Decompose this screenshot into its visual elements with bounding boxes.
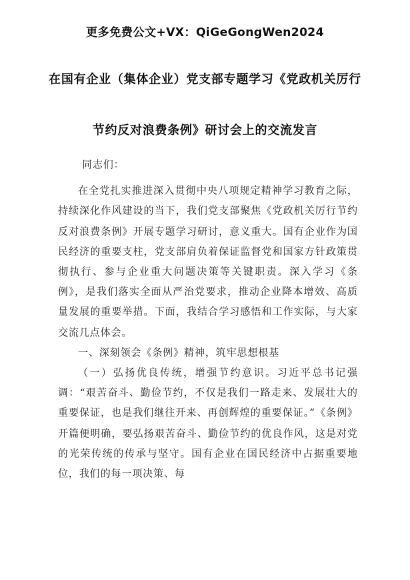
section-heading: 一、深刻领会《条例》精神，筑牢思想根基	[78, 347, 280, 359]
promo-banner: 更多免费公文+VX：QiGeGongWen2024	[86, 25, 324, 39]
document-title-line-1: 在国有企业（集体企业）党支部专题学习《党政机关厉行	[48, 72, 362, 86]
salutation: 同志们：	[82, 160, 125, 171]
intro-paragraph: 在全党扎实推进深入贯彻中央八项规定精神学习教育之际，持续深化作风建设的当下，我们党支部聚焦《党政机关厉行节约反对浪费条例》开展专题学习研讨，意义重大。国有企业作为国民经济的重要支柱，党支部肩负着保证监督党和国家方针政策贯彻执行、参与企业重大问题决策等关键职责。深入学习《条例》，是我们落实全面从严治党要求，推动企业降本增效、高质量发展的重要举措。下面，我结合学习感悟和工作实际，与大家交流几点体会。	[58, 186, 358, 339]
document-body	[58, 156, 358, 485]
document-title-line-2: 节约反对浪费条例》研讨会上的交流发言	[92, 123, 318, 137]
subsection-paragraph: （一）弘扬优良传统，增强节约意识。习近平总书记强调：“艰苦奋斗、勤俭节约，不仅是我们一路走来、发展壮大的重要保证，也是我们继往开来、再创辉煌的重要保证。”《条例》开篇便明确，要弘扬艰苦奋斗、勤俭节约的优良作风，这是对党的光荣传统的传承与坚守。国有企业在国民经济中占据重要地位，我们的每一项决策、每	[58, 368, 358, 481]
